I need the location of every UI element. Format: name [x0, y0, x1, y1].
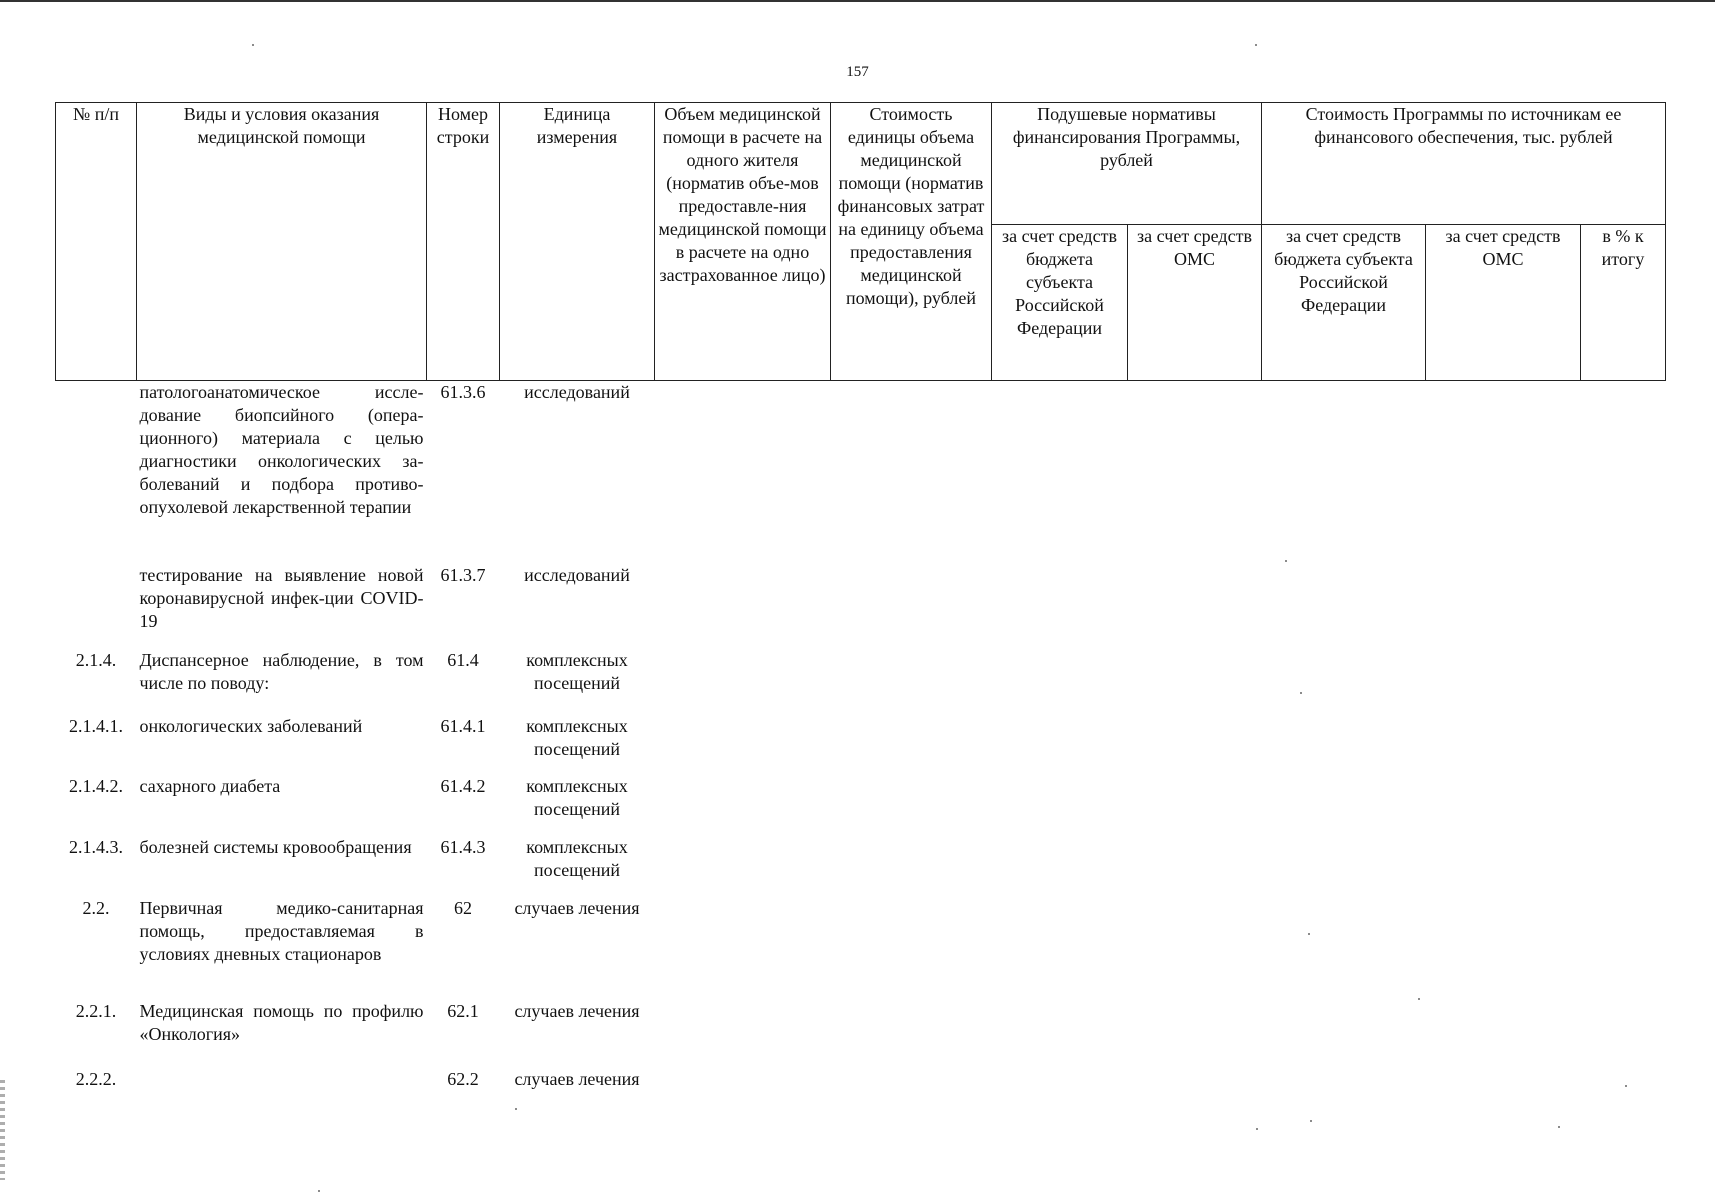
scan-speck: [1255, 44, 1257, 46]
table-row: [56, 836, 1666, 897]
header-care-kinds: Виды и условия оказания медицинской помощи: [137, 103, 427, 381]
row-line-number: 62.2: [447, 1068, 479, 1089]
row-number: 2.2.2.: [75, 1068, 117, 1089]
row-line-number: 61.3.6: [440, 382, 486, 402]
scan-edge-artifact: [0, 1080, 5, 1180]
row-line-number: 61.4: [447, 649, 479, 670]
page-number: 157: [846, 64, 869, 80]
row-line-number: 61.4.3: [440, 836, 486, 857]
row-unit: комплексных посещений: [526, 649, 628, 693]
header-program-cost-group: Стоимость Программы по источникам ее финансового обеспечения, тыс. рублей: [1262, 103, 1666, 225]
row-unit: случаев лечения: [514, 1000, 640, 1021]
row-unit: комплексных посещений: [526, 836, 628, 880]
row-care-kind: [137, 1068, 427, 1118]
page-top-border: [0, 0, 1715, 2]
row-unit: исследований: [524, 564, 630, 585]
scan-speck: [515, 1108, 517, 1110]
row-care-kind: патологоанатомическое иссле-дование биопсийного (опера-ционного) материала с целью диагностики онкологических за-болеваний и подбора противо-опухолевой лекарственной терапии: [139, 382, 424, 517]
header-care-volume: Объем медицинской помощи в расчете на одного жителя (норматив объе-мов предоставле-ния медицинской помощи в расчете на одно застрахованное лицо): [655, 103, 831, 381]
row-unit: комплексных посещений: [526, 775, 628, 819]
row-care-kind: Диспансерное наблюдение, в том числе по поводу:: [139, 649, 424, 693]
row-number: 2.1.4.: [75, 649, 117, 670]
program-cost-table: [55, 102, 1666, 1118]
scan-speck: [1308, 933, 1310, 935]
header-per-capita-group: Подушевые нормативы финансирования Программы, рублей: [992, 103, 1262, 225]
scan-speck: [1310, 1120, 1312, 1122]
row-care-kind: сахарного диабета: [139, 775, 281, 796]
row-number: 2.1.4.3.: [69, 836, 123, 857]
row-number: 2.1.4.2.: [69, 775, 123, 796]
table-row: [56, 715, 1666, 775]
row-unit: случаев лечения: [514, 1068, 640, 1089]
row-line-number: 62: [454, 897, 472, 918]
row-line-number: 61.4.1: [440, 715, 486, 736]
scan-speck: [1558, 1126, 1560, 1128]
row-number: [56, 381, 137, 564]
header-cost-percent: в % к итогу: [1581, 225, 1666, 381]
header-cost-oms: за счет средств ОМС: [1426, 225, 1581, 381]
table-row: [56, 564, 1666, 649]
header-unit: Единица измерения: [500, 103, 655, 381]
header-per-capita-oms: за счет средств ОМС: [1128, 225, 1262, 381]
scan-speck: [1285, 560, 1287, 562]
header-row-number: № п/п: [56, 103, 137, 381]
scan-speck: [1300, 692, 1302, 694]
row-number: [56, 564, 137, 649]
row-line-number: 61.4.2: [440, 775, 486, 796]
header-line-number: Номер строки: [427, 103, 500, 381]
table-row: [56, 1000, 1666, 1068]
row-care-kind: Первичная медико-санитарная помощь, предоставляемая в условиях дневных стационаров: [139, 897, 424, 964]
table-row: [56, 381, 1666, 564]
row-number: 2.2.: [82, 897, 110, 918]
table-row: [56, 1068, 1666, 1118]
row-unit: исследований: [524, 382, 630, 402]
row-care-kind: онкологических заболеваний: [139, 715, 363, 736]
row-line-number: 61.3.7: [440, 564, 486, 585]
scan-speck: [1418, 998, 1420, 1000]
row-line-number: 62.1: [447, 1000, 479, 1021]
scan-speck: [318, 1190, 320, 1192]
row-number: 2.1.4.1.: [69, 715, 123, 736]
header-unit-cost: Стоимость единицы объема медицинской помощи (норматив финансовых затрат на единицу объема предоставления медицинской помощи), рублей: [831, 103, 992, 381]
row-care-kind: тестирование на выявление новой коронавирусной инфек-ции COVID-19: [139, 564, 424, 631]
scan-speck: [1625, 1085, 1627, 1087]
row-unit: случаев лечения: [514, 897, 640, 918]
header-per-capita-budget: за счет средств бюджета субъекта Российской Федерации: [992, 225, 1128, 381]
row-unit: комплексных посещений: [526, 715, 628, 759]
table-row: [56, 897, 1666, 1000]
table-row: [56, 775, 1666, 836]
row-care-kind: болезней системы кровообращения: [139, 836, 412, 857]
scan-speck: [1256, 1128, 1258, 1130]
row-care-kind: Медицинская помощь по профилю «Онкология»: [139, 1000, 424, 1044]
row-number: 2.2.1.: [75, 1000, 117, 1021]
header-cost-budget: за счет средств бюджета субъекта Российской Федерации: [1262, 225, 1426, 381]
table-row: [56, 649, 1666, 715]
scan-speck: [252, 44, 254, 46]
